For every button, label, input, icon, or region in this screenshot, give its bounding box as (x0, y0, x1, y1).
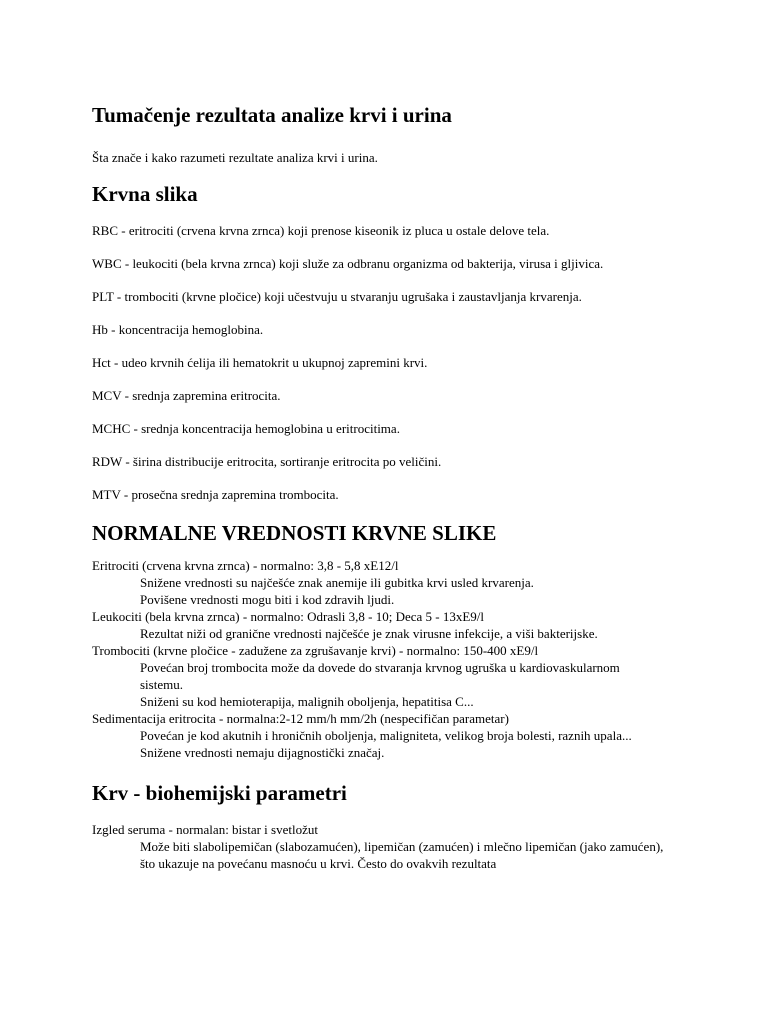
normal-value-trombociti: Trombociti (krvne pločice - zadužene za zgrušavanje krvi) - normalno: 150-400 xE9/l (92, 643, 539, 658)
normal-value-note: Povišene vrednosti mogu biti i kod zdravih ljudi. (140, 592, 395, 607)
definition-rdw: RDW - širina distribucije eritrocita, sortiranje eritrocita po veličini. (92, 454, 442, 469)
normal-value-note: Rezultat niži od granične vrednosti najčešće je znak virusne infekcije, a viši bakterijske. (140, 626, 598, 641)
normal-value-note: Povećan je kod akutnih i hroničnih oboljenja, maligniteta, velikog broja bolesti, raznih upala... (140, 728, 632, 743)
definition-hct: Hct - udeo krvnih ćelija ili hematokrit u ukupnoj zapremini krvi. (92, 355, 428, 370)
definitions-list (92, 222, 692, 503)
document-title: Tumačenje rezultata analize krvi i urina (92, 103, 452, 127)
definition-mchc: MCHC - srednja koncentracija hemoglobina u eritrocitima. (92, 421, 400, 436)
biochem-serum: Izgled seruma - normalan: bistar i svetložut (92, 822, 318, 837)
biochem-serum-note: Može biti slabolipemičan (slabozamućen), lipemičan (zamućen) i mlečno lipemičan (jako zamućen), što ukazuje na povećanu masnoću u krvi. Često do ovakvih rezultata (140, 839, 664, 871)
section-heading-biohemijski: Krv - biohemijski parametri (92, 781, 347, 805)
normal-value-leukociti: Leukociti (bela krvna zrnca) - normalno: Odrasli 3,8 - 10; Deca 5 - 13xE9/l (92, 609, 485, 624)
normal-value-sedimentacija: Sedimentacija eritrocita - normalna:2-12 mm/h mm/2h (nespecifičan parametar) (92, 711, 509, 726)
normal-value-note: Snižene vrednosti su najčešće znak anemije ili gubitka krvi usled krvarenja. (140, 575, 534, 590)
document-body (92, 100, 692, 872)
section-heading-krvna-slika: Krvna slika (92, 182, 198, 206)
normal-values-list (92, 557, 692, 761)
normal-value-note: Povećan broj trombocita može da dovede do stvaranja krvnog ugruška u kardiovaskularnom sistemu. (140, 660, 620, 692)
section-heading-normalne-vrednosti: NORMALNE VREDNOSTI KRVNE SLIKE (92, 521, 497, 545)
definition-hb: Hb - koncentracija hemoglobina. (92, 322, 264, 337)
definition-mcv: MCV - srednja zapremina eritrocita. (92, 388, 281, 403)
definition-mtv: MTV - prosečna srednja zapremina trombocita. (92, 487, 339, 502)
normal-value-note: Sniženi su kod hemioterapija, malignih oboljenja, hepatitisa C... (140, 694, 474, 709)
normal-value-eritrociti: Eritrociti (crvena krvna zrnca) - normalno: 3,8 - 5,8 xE12/l (92, 558, 399, 573)
biochemistry-list (92, 821, 692, 872)
definition-wbc: WBC - leukociti (bela krvna zrnca) koji služe za odbranu organizma od bakterija, virusa i gljivica. (92, 256, 604, 271)
normal-value-note: Snižene vrednosti nemaju dijagnostički značaj. (140, 745, 385, 760)
intro-text: Šta znače i kako razumeti rezultate analiza krvi i urina. (92, 150, 378, 165)
definition-rbc: RBC - eritrociti (crvena krvna zrnca) koji prenose kiseonik iz pluca u ostale delove tela. (92, 223, 550, 238)
definition-plt: PLT - trombociti (krvne pločice) koji učestvuju u stvaranju ugrušaka i zaustavljanja krvarenja. (92, 289, 582, 304)
